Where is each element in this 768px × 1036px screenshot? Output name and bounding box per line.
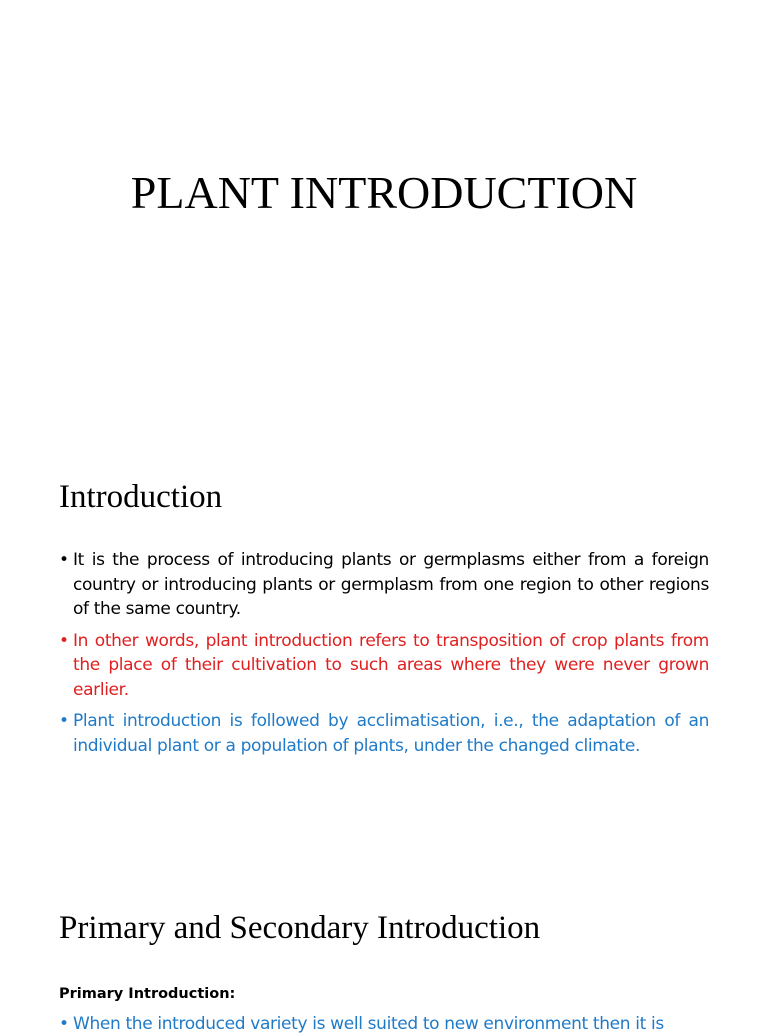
title-slide [0,0,768,432]
bullet-list [59,548,709,765]
bullet-primary-partial: • When the introduced variety is well suited to new environment then it is [59,1012,723,1036]
section-heading-introduction: Introduction [59,479,223,515]
bullet-definition: • It is the process of introducing plants or germplasms either from a foreign country or introducing plants or germplasm from one region to other regions of the same country. [59,548,709,622]
bullet-other-words: • In other words, plant introduction refers to transposition of crop plants from the place of their cultivation to such areas where they were never grown earlier. [59,629,709,703]
bullet-acclimatisation: • Plant introduction is followed by acclimatisation, i.e., the adaptation of an individual plant or a population of plants, under the changed climate. [59,709,709,758]
section-heading-primary-secondary: Primary and Secondary Introduction [59,910,541,946]
primary-secondary-slide [0,880,768,1034]
slide-title: PLANT INTRODUCTION [130,167,638,218]
subheading-primary-introduction: Primary Introduction: [59,986,236,1002]
introduction-slide [0,440,768,872]
